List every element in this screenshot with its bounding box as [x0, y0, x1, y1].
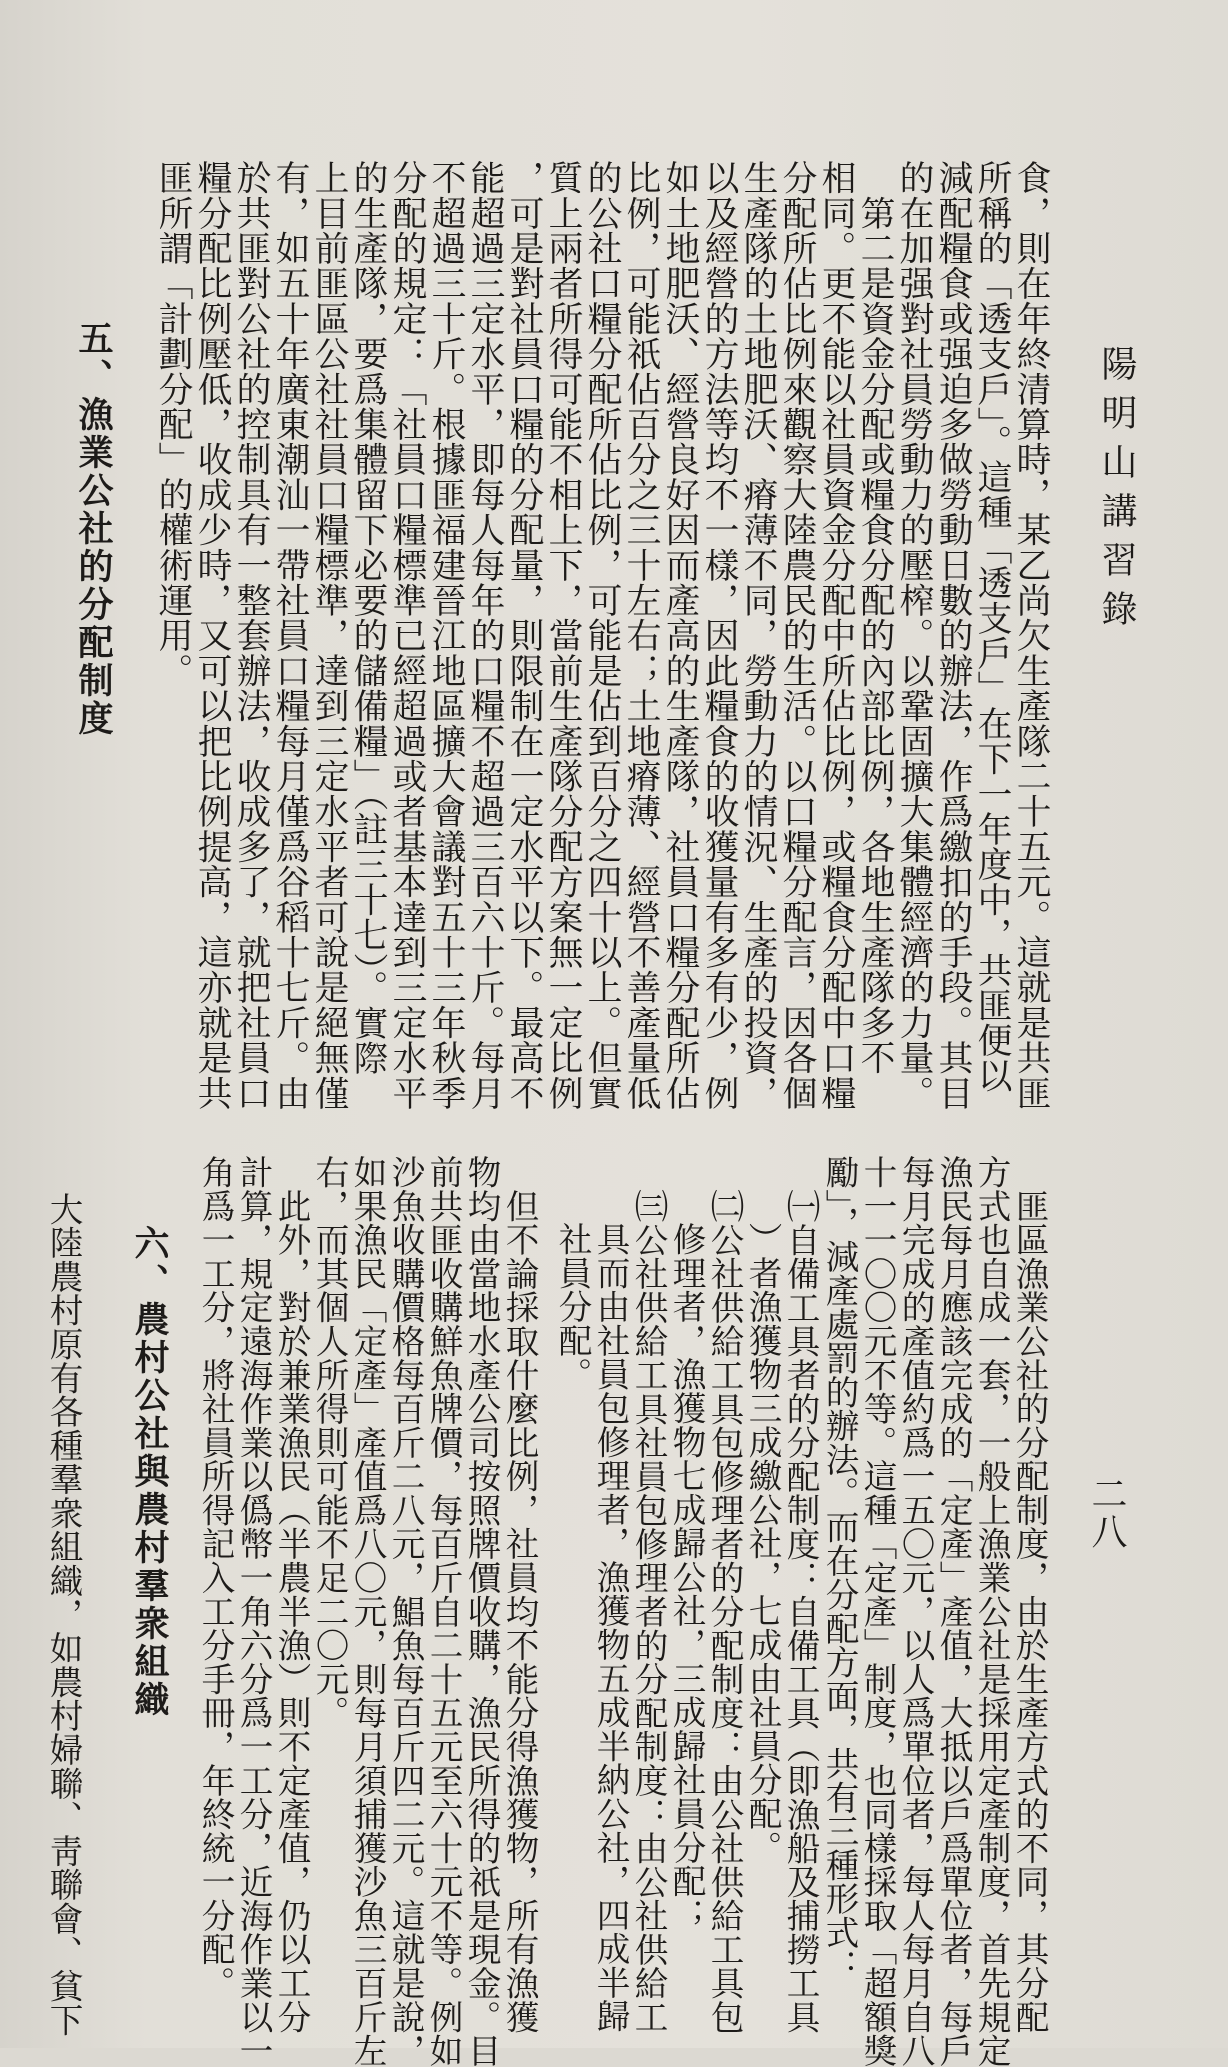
- text-column-lower-19: 右，而其個人所得則可能不足二〇元。: [310, 1155, 349, 1730]
- text-column-lower-15: 物均由當地水產公司按照牌價收購，漁民所得的祇是現金。目: [462, 1155, 501, 2067]
- text-column-upper-18: 的生產隊，要爲集體留下必要的儲備糧」（註三十七）。實際: [347, 160, 387, 1076]
- text-column-upper-9: 以及經營的方法等均不一樣，因此糧食的收獲量有多有少，例: [698, 160, 738, 1111]
- text-column-upper-3: 減配糧食或强迫多做勞動日數的辦法，作爲繳扣的手段。其目: [932, 160, 972, 1111]
- text-column-upper-20: 有，如五十年廣東潮汕一帶社員口糧每月僅爲谷稻十七斤。由: [269, 160, 309, 1111]
- text-column-lower-7: ㈠自備工具者的分配制度：自備工具（即漁船及捕撈工具: [781, 1189, 820, 2034]
- text-column-lower-8: ）者漁獲物三成繳公社，七成由社員分配。: [743, 1222, 782, 1865]
- section-heading-5: 五、漁業公社的分配制度: [73, 320, 114, 738]
- text-column-upper-8: 生產隊的土地肥沃、瘠薄不同，勞動力的情況、生產的投資，: [737, 160, 777, 1111]
- text-column-lower-4: 每月完成的產值約爲一五〇元，以人爲單位者，每人每月自八: [896, 1155, 935, 2067]
- text-column-upper-15: 能超過三定水平，即每人每年的口糧不超過三百六十斤。每月: [464, 160, 504, 1111]
- text-column-upper-5: 第二是資金分配或糧食分配的內部比例，各地生產隊多不: [854, 160, 894, 1076]
- text-column-upper-21: 於共匪對公社的控制具有一整套辦法，收成多了，就把社員口: [230, 160, 270, 1111]
- text-column-lower-10: 修理者，漁獲物七成歸公社，三成歸社員分配；: [667, 1222, 706, 1932]
- text-column-lower-3: 漁民每月應該完成的「定產」產值，大抵以戶爲單位者，每戶: [934, 1155, 973, 2067]
- text-column-upper-1: 食，則在年終清算時，某乙尚欠生產隊二十五元。這就是共匪: [1010, 160, 1050, 1111]
- text-column-lower-21: 計算，規定遠海作業以僞幣一角六分爲一工分，近海作業以一: [234, 1155, 273, 2067]
- text-column-lower-2: 方式也自成一套，一般上漁業公社是採用定產制度，首先規定: [972, 1155, 1011, 2067]
- text-column-lower-9: ㈡公社供給工具包修理者的分配制度：由公社供給工具包: [705, 1189, 744, 2034]
- text-column-lower-14: 但不論採取什麼比例，社員均不能分得漁獲物，所有漁獲: [500, 1155, 539, 2034]
- text-column-upper-7: 分配所佔比例來觀察大陸農民的生活。以口糧分配言，因各個: [776, 160, 816, 1111]
- text-column-lower-1: 匪區漁業公社的分配制度，由於生產方式的不同，其分配: [1010, 1155, 1049, 2034]
- text-column-upper-12: 的公社口糧分配所佔比例，可能是佔到百分之四十以上。但實: [581, 160, 621, 1111]
- text-column-upper-14: ，可是對社員口糧的分配量，則限制在一定水平以下。最高不: [503, 160, 543, 1111]
- text-column-upper-4: 的在加强對社員勞動力的壓榨。以鞏固擴大集體經濟的力量。: [893, 160, 933, 1111]
- text-column-upper-17: 分配的規定：「社員口糧標準已經超過或者基本達到三定水平: [386, 160, 426, 1111]
- text-column-lower-20: 此外，對於兼業漁民（半農半漁）則不定產值，仍以工分: [272, 1155, 311, 2034]
- text-column-lower-13: 社員分配。: [553, 1222, 592, 1391]
- text-column-upper-6: 相同。更不能以社員資金分配中所佔比例，或糧食分配中口糧: [815, 160, 855, 1111]
- text-column-upper-23: 匪所謂「計劃分配」的權術運用。: [152, 160, 192, 688]
- text-column-upper-11: 比例，可能祇佔百分之三十左右；土地瘠薄、經營不善產量低: [620, 160, 660, 1111]
- text-column-upper-10: 如土地肥沃、經營良好因而產高的生產隊，社員口糧分配所佔: [659, 160, 699, 1111]
- text-column-lower-17: 沙魚收購價格每百斤二八元，鯧魚每百斤四二元。這就是說，: [386, 1155, 425, 2067]
- text-column-upper-22: 糧分配比例壓低，收成少時，又可以把比例提高，這亦就是共: [191, 160, 231, 1111]
- text-column-upper-2: 所稱的「透支戶」。這種「透支戶」在下一年度中，共匪便以: [971, 160, 1011, 1093]
- page-number: 二八: [1086, 1475, 1127, 1551]
- text-column-upper-13: 質上兩者所得可能不相上下，當前生產隊分配方案無一定比例: [542, 160, 582, 1111]
- text-column-lower-5: 十一一〇〇元不等。這種「定產」制度，也同樣採取「超額獎: [858, 1155, 897, 2067]
- section-heading-6: 六、農村公社與農村羣衆組織: [129, 1225, 170, 1719]
- text-column-lower-22: 角爲一工分，將社員所得記入工分手冊，年終統一分配。: [196, 1155, 235, 2000]
- text-column-lower-11: ㈢公社供給工具社員包修理者的分配制度：由公社供給工: [629, 1189, 668, 2034]
- text-column-lower-16: 前共匪收購鮮魚牌價，每百斤自二十五元至六十元不等。例如: [424, 1155, 463, 2067]
- text-column-lower-last: 大陸農村原有各種羣衆組織，如農村婦聯、靑聯會、貧下: [44, 1158, 83, 2037]
- running-header-title: 陽明山講習錄: [1096, 345, 1137, 639]
- text-column-upper-16: 不超過三十斤。根據匪福建晉江地區擴大會議對五十三年秋季: [425, 160, 465, 1111]
- text-column-upper-19: 上目前匪區公社社員口糧標準，達到三定水平者可說是絕無僅: [308, 160, 348, 1111]
- text-column-lower-12: 具而由社員包修理者，漁獲物五成半納公社，四成半歸: [591, 1222, 630, 2033]
- text-column-lower-6: 勵」，減產處罰的辦法。而在分配方面，共有三種形式：: [820, 1155, 859, 1983]
- text-column-lower-18: 如果漁民「定產」產值爲八〇元，則每月須捕獲沙魚三百斤左: [348, 1155, 387, 2067]
